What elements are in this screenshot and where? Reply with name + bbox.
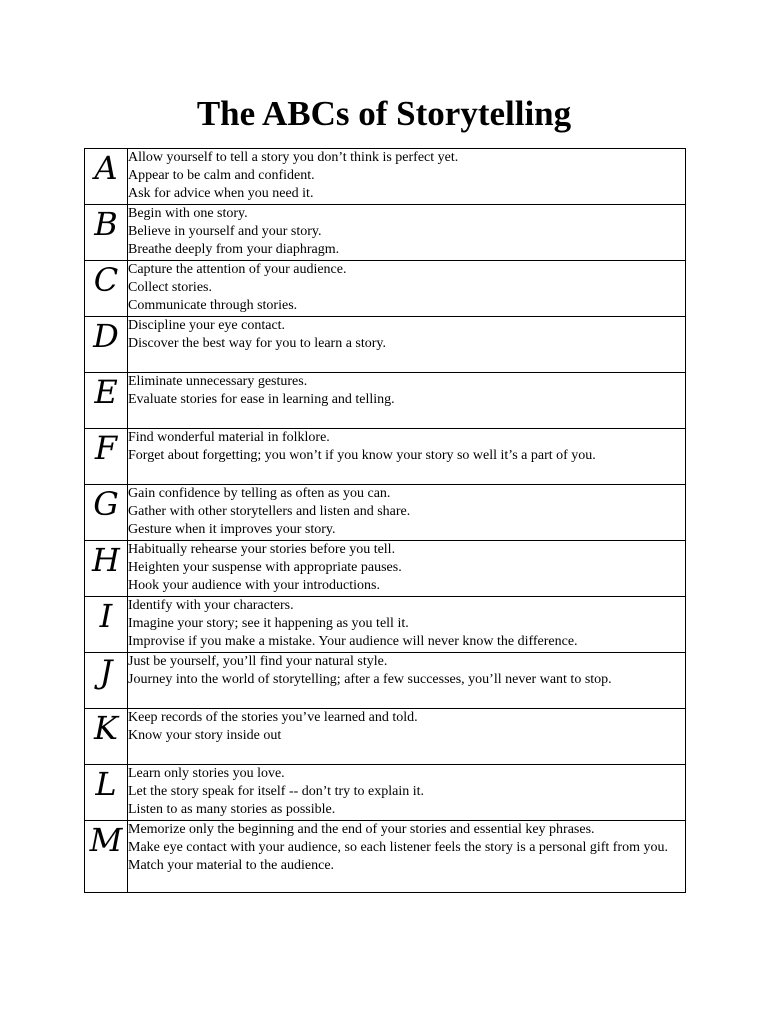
letter-cell: K (85, 709, 128, 765)
tip-line: Habitually rehearse your stories before you tell. (128, 542, 396, 557)
tip-line: Ask for advice when you need it. (128, 186, 314, 201)
tip-line: Appear to be calm and confident. (128, 168, 315, 183)
tip-line: Improvise if you make a mistake. Your audience will never know the difference. (128, 634, 578, 649)
table-row (85, 205, 686, 261)
tip-line: Communicate through stories. (128, 298, 298, 313)
table-row (85, 317, 686, 373)
letter-cell: A (85, 149, 128, 205)
tips-cell (128, 317, 686, 373)
table-row (85, 541, 686, 597)
letter-cell: D (85, 317, 128, 373)
tips-cell (128, 653, 686, 709)
letter-cell: B (85, 205, 128, 261)
tip-line: Memorize only the beginning and the end of your stories and essential key phrases. (128, 822, 595, 837)
tip-line: Know your story inside out (128, 728, 282, 743)
tip-line: Listen to as many stories as possible. (128, 802, 336, 817)
letter-cell: I (85, 597, 128, 653)
tips-cell (128, 485, 686, 541)
table-row (85, 429, 686, 485)
letter-cell: E (85, 373, 128, 429)
letter-cell: M (85, 821, 128, 893)
abc-table (84, 148, 686, 893)
tip-line: Find wonderful material in folklore. (128, 430, 330, 445)
tip-line: Collect stories. (128, 280, 212, 295)
tip-line: Discover the best way for you to learn a story. (128, 336, 387, 351)
table-row (85, 821, 686, 893)
tips-cell (128, 429, 686, 485)
table-row (85, 653, 686, 709)
tip-line: Forget about forgetting; you won’t if you know your story so well it’s a part of you. (128, 448, 596, 463)
abc-table-body (85, 149, 686, 893)
tip-line: Gesture when it improves your story. (128, 522, 336, 537)
letter-cell: C (85, 261, 128, 317)
tip-line: Make eye contact with your audience, so each listener feels the story is a personal gift from you. (128, 840, 668, 855)
table-row (85, 261, 686, 317)
tips-cell (128, 821, 686, 893)
tip-line: Discipline your eye contact. (128, 318, 286, 333)
tip-line: Imagine your story; see it happening as you tell it. (128, 616, 409, 631)
tips-cell (128, 541, 686, 597)
tip-line: Let the story speak for itself -- don’t try to explain it. (128, 784, 425, 799)
tip-line: Identify with your characters. (128, 598, 294, 613)
tip-line: Gain confidence by telling as often as you can. (128, 486, 391, 501)
page-title: The ABCs of Storytelling (196, 94, 572, 133)
tip-line: Capture the attention of your audience. (128, 262, 347, 277)
tip-line: Learn only stories you love. (128, 766, 285, 781)
tips-cell (128, 709, 686, 765)
tips-cell (128, 149, 686, 205)
tips-cell (128, 765, 686, 821)
tip-line: Keep records of the stories you’ve learned and told. (128, 710, 418, 725)
tip-line: Evaluate stories for ease in learning and telling. (128, 392, 395, 407)
tip-line: Just be yourself, you’ll find your natural style. (128, 654, 388, 669)
table-row (85, 765, 686, 821)
letter-cell: F (85, 429, 128, 485)
tip-line: Eliminate unnecessary gestures. (128, 374, 308, 389)
tip-line: Allow yourself to tell a story you don’t think is perfect yet. (128, 150, 459, 165)
tip-line: Breathe deeply from your diaphragm. (128, 242, 340, 257)
tip-line: Match your material to the audience. (128, 858, 335, 873)
table-row (85, 485, 686, 541)
table-row (85, 149, 686, 205)
tips-cell (128, 205, 686, 261)
tip-line: Gather with other storytellers and listen and share. (128, 504, 411, 519)
letter-cell: H (85, 541, 128, 597)
letter-cell: G (85, 485, 128, 541)
tip-line: Heighten your suspense with appropriate pauses. (128, 560, 402, 575)
tips-cell (128, 373, 686, 429)
table-row (85, 373, 686, 429)
tip-line: Believe in yourself and your story. (128, 224, 322, 239)
letter-cell: J (85, 653, 128, 709)
table-row (85, 709, 686, 765)
letter-cell: L (85, 765, 128, 821)
tip-line: Begin with one story. (128, 206, 248, 221)
tip-line: Hook your audience with your introductions. (128, 578, 380, 593)
tips-cell (128, 597, 686, 653)
tips-cell (128, 261, 686, 317)
table-row (85, 597, 686, 653)
tip-line: Journey into the world of storytelling; after a few successes, you’ll never want to stop. (128, 672, 612, 687)
